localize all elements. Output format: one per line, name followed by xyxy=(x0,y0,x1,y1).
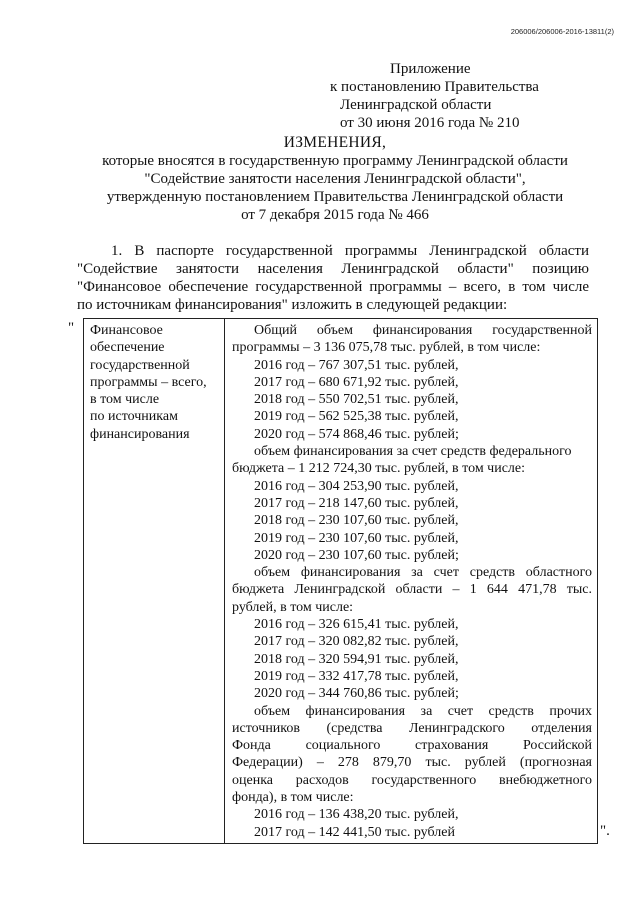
right-cell-line: 2020 год – 344 760,86 тыс. рублей; xyxy=(254,686,459,702)
opening-quote: " xyxy=(68,320,75,336)
right-cell-line: 2016 год – 767 307,51 тыс. рублей, xyxy=(254,357,459,373)
right-cell-line: источников (средства Ленинградского отделения xyxy=(232,720,592,736)
heading-line: утвержденную постановлением Правительства Ленинградской области xyxy=(106,189,564,205)
right-cell-line: 2017 год – 320 082,82 тыс. рублей, xyxy=(254,634,459,650)
right-cell-line: 2017 год – 218 147,60 тыс. рублей, xyxy=(254,495,459,511)
closing-quote: ". xyxy=(600,823,610,839)
left-cell-line: в том числе xyxy=(90,392,160,408)
left-cell-line: по источникам xyxy=(90,409,178,425)
document-heading xyxy=(60,134,610,224)
appendix-line: от 30 июня 2016 года № 210 xyxy=(340,115,520,131)
right-cell-line: объем финансирования за счет средств федерального xyxy=(254,444,572,460)
right-cell-line: Фонда социального страхования Российской xyxy=(232,738,592,754)
paragraph-line: "Финансовое обеспечение государственной программы – всего, в том числе xyxy=(77,279,589,295)
paragraph-line: по источникам финансирования" изложить в следующей редакции: xyxy=(77,297,508,313)
financing-table xyxy=(83,318,598,844)
heading-line: "Содействие занятости населения Ленинградской области", xyxy=(144,171,526,187)
paragraph-line: 1. В паспорте государственной программы Ленинградской области xyxy=(111,243,589,259)
appendix-block xyxy=(330,60,630,132)
right-cell-line: бюджета – 1 212 724,30 тыс. рублей, в том числе: xyxy=(232,461,526,477)
right-cell-line: 2020 год – 574 868,46 тыс. рублей; xyxy=(254,426,459,442)
appendix-line: Ленинградской области xyxy=(340,97,492,113)
right-cell-line: 2016 год – 136 438,20 тыс. рублей, xyxy=(254,807,459,823)
right-cell-line: 2019 год – 332 417,78 тыс. рублей, xyxy=(254,668,459,684)
column-divider xyxy=(224,319,225,843)
right-cell-line: Федерации) – 278 879,70 тыс. рублей (прогнозная xyxy=(232,755,592,771)
right-cell-line: Общий объем финансирования государственной xyxy=(254,323,592,338)
right-cell-line: программы – 3 136 075,78 тыс. рублей, в том числе: xyxy=(232,340,541,356)
heading-line: от 7 декабря 2015 года № 466 xyxy=(241,207,429,223)
appendix-line: Приложение xyxy=(390,61,471,77)
right-cell-line: объем финансирования за счет средств прочих xyxy=(254,703,592,719)
right-cell-line: рублей, в том числе: xyxy=(232,599,354,615)
left-cell-line: государственной xyxy=(90,357,190,373)
right-cell-line: объем финансирования за счет средств областного xyxy=(254,565,592,581)
right-cell-line: 2016 год – 326 615,41 тыс. рублей, xyxy=(254,617,459,633)
right-cell-line: 2016 год – 304 253,90 тыс. рублей, xyxy=(254,478,459,494)
paragraph-line: "Содействие занятости населения Ленинградской области" позицию xyxy=(77,261,589,277)
heading-title: ИЗМЕНЕНИЯ, xyxy=(283,134,387,151)
right-cell-line: бюджета Ленинградской области – 1 644 471,78 тыс. xyxy=(232,582,592,598)
right-cell-line: 2018 год – 230 107,60 тыс. рублей, xyxy=(254,513,459,529)
right-cell-line: 2017 год – 680 671,92 тыс. рублей, xyxy=(254,374,459,390)
right-cell-line: 2018 год – 550 702,51 тыс. рублей, xyxy=(254,392,459,408)
right-cell-line: 2019 год – 230 107,60 тыс. рублей, xyxy=(254,530,459,546)
right-cell-line: 2018 год – 320 594,91 тыс. рублей, xyxy=(254,651,459,667)
right-cell-line: 2019 год – 562 525,38 тыс. рублей, xyxy=(254,409,459,425)
right-cell-line: 2020 год – 230 107,60 тыс. рублей; xyxy=(254,547,459,563)
appendix-line: к постановлению Правительства xyxy=(330,79,539,95)
heading-line: которые вносятся в государственную программу Ленинградской области xyxy=(102,153,568,169)
left-cell-line: Финансовое xyxy=(90,323,163,338)
left-cell-line: обеспечение xyxy=(90,340,165,356)
document-id: 206006/206006-2016-13811(2) xyxy=(510,27,614,36)
right-cell-line: оценка расходов государственного внебюджетного xyxy=(232,772,592,788)
right-cell-line: фонда), в том числе: xyxy=(232,790,354,806)
table-left-cell xyxy=(90,322,222,443)
body-paragraph xyxy=(77,242,589,314)
right-cell-line: 2017 год – 142 441,50 тыс. рублей xyxy=(254,824,455,840)
left-cell-line: программы – всего, xyxy=(90,374,207,390)
left-cell-line: финансирования xyxy=(90,426,190,442)
table-right-cell xyxy=(232,322,592,841)
